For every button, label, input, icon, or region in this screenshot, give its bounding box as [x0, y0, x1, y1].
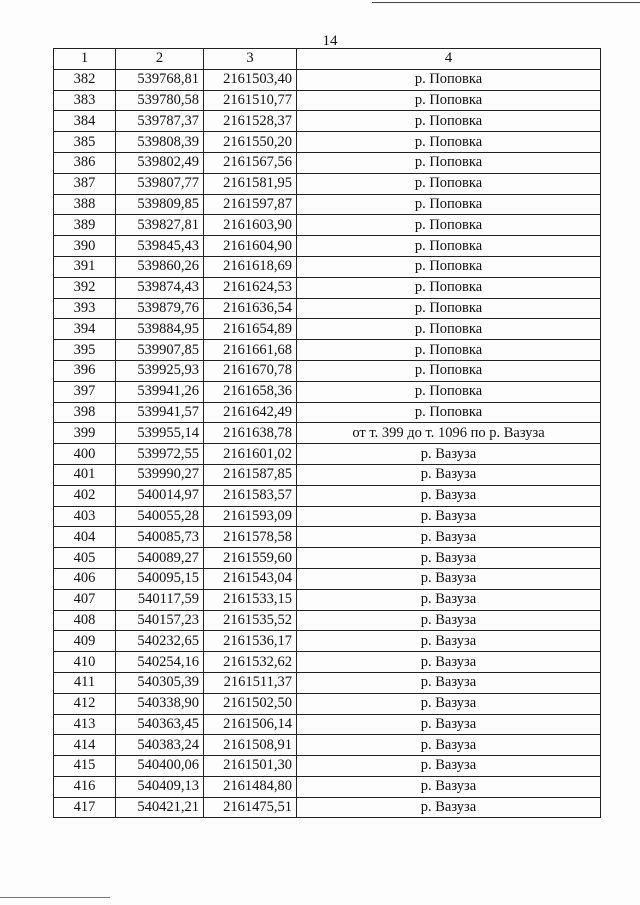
cell-x-coordinate: 539874,43 [116, 277, 204, 298]
cell-description: р. Поповка [297, 111, 601, 132]
cell-y-coordinate: 2161670,78 [204, 360, 297, 381]
cell-x-coordinate: 540421,21 [116, 797, 204, 818]
cell-description: р. Вазуза [297, 672, 601, 693]
cell-x-coordinate: 539787,37 [116, 111, 204, 132]
cell-x-coordinate: 540400,06 [116, 756, 204, 777]
cell-point-number: 400 [54, 444, 116, 465]
cell-point-number: 390 [54, 236, 116, 257]
table-row [54, 402, 601, 423]
cell-y-coordinate: 2161559,60 [204, 548, 297, 569]
cell-x-coordinate: 539845,43 [116, 236, 204, 257]
cell-x-coordinate: 539941,26 [116, 381, 204, 402]
cell-y-coordinate: 2161624,53 [204, 277, 297, 298]
table-row [54, 319, 601, 340]
cell-point-number: 403 [54, 506, 116, 527]
table-row [54, 298, 601, 319]
table-row [54, 173, 601, 194]
cell-point-number: 408 [54, 610, 116, 631]
cell-description: р. Вазуза [297, 714, 601, 735]
cell-point-number: 402 [54, 485, 116, 506]
cell-y-coordinate: 2161654,89 [204, 319, 297, 340]
cell-x-coordinate: 540095,15 [116, 568, 204, 589]
cell-description: р. Поповка [297, 132, 601, 153]
cell-description: р. Поповка [297, 298, 601, 319]
cell-point-number: 385 [54, 132, 116, 153]
table-row [54, 776, 601, 797]
table-row [54, 423, 601, 444]
cell-description: р. Вазуза [297, 693, 601, 714]
cell-point-number: 405 [54, 548, 116, 569]
cell-x-coordinate: 540089,27 [116, 548, 204, 569]
cell-x-coordinate: 539879,76 [116, 298, 204, 319]
cell-point-number: 396 [54, 360, 116, 381]
cell-y-coordinate: 2161581,95 [204, 173, 297, 194]
table-row [54, 340, 601, 361]
cell-y-coordinate: 2161532,62 [204, 652, 297, 673]
cell-y-coordinate: 2161601,02 [204, 444, 297, 465]
cell-x-coordinate: 540409,13 [116, 776, 204, 797]
cell-description: р. Поповка [297, 360, 601, 381]
table-row [54, 69, 601, 90]
coordinates-table [53, 48, 601, 818]
cell-y-coordinate: 2161503,40 [204, 69, 297, 90]
cell-y-coordinate: 2161550,20 [204, 132, 297, 153]
cell-x-coordinate: 539955,14 [116, 423, 204, 444]
table-row [54, 693, 601, 714]
table-row [54, 152, 601, 173]
table-row [54, 194, 601, 215]
cell-description: от т. 399 до т. 1096 по р. Вазуза [297, 423, 601, 444]
cell-point-number: 401 [54, 464, 116, 485]
cell-point-number: 412 [54, 693, 116, 714]
column-header-y: 3 [204, 49, 297, 70]
cell-x-coordinate: 540338,90 [116, 693, 204, 714]
cell-y-coordinate: 2161638,78 [204, 423, 297, 444]
column-header-x: 2 [116, 49, 204, 70]
cell-description: р. Поповка [297, 90, 601, 111]
cell-y-coordinate: 2161618,69 [204, 256, 297, 277]
column-header-point: 1 [54, 49, 116, 70]
table-row [54, 589, 601, 610]
table-row [54, 797, 601, 818]
cell-x-coordinate: 539802,49 [116, 152, 204, 173]
cell-point-number: 410 [54, 652, 116, 673]
cell-point-number: 391 [54, 256, 116, 277]
cell-point-number: 384 [54, 111, 116, 132]
cell-x-coordinate: 540055,28 [116, 506, 204, 527]
cell-x-coordinate: 539990,27 [116, 464, 204, 485]
cell-y-coordinate: 2161511,37 [204, 672, 297, 693]
table-header-row [54, 49, 601, 70]
table-row [54, 756, 601, 777]
cell-x-coordinate: 539972,55 [116, 444, 204, 465]
table-body [54, 69, 601, 818]
cell-point-number: 389 [54, 215, 116, 236]
cell-description: р. Вазуза [297, 506, 601, 527]
cell-x-coordinate: 540383,24 [116, 735, 204, 756]
cell-description: р. Вазуза [297, 444, 601, 465]
cell-description: р. Вазуза [297, 527, 601, 548]
cell-y-coordinate: 2161587,85 [204, 464, 297, 485]
cell-description: р. Вазуза [297, 735, 601, 756]
table-row [54, 111, 601, 132]
cell-description: р. Поповка [297, 152, 601, 173]
cell-description: р. Вазуза [297, 568, 601, 589]
table-row [54, 631, 601, 652]
cell-x-coordinate: 539808,39 [116, 132, 204, 153]
cell-point-number: 386 [54, 152, 116, 173]
cell-point-number: 397 [54, 381, 116, 402]
cell-y-coordinate: 2161535,52 [204, 610, 297, 631]
cell-description: р. Поповка [297, 340, 601, 361]
cell-y-coordinate: 2161603,90 [204, 215, 297, 236]
table-row [54, 568, 601, 589]
cell-description: р. Вазуза [297, 548, 601, 569]
cell-x-coordinate: 540254,16 [116, 652, 204, 673]
cell-y-coordinate: 2161661,68 [204, 340, 297, 361]
cell-y-coordinate: 2161593,09 [204, 506, 297, 527]
table-row [54, 527, 601, 548]
cell-description: р. Поповка [297, 402, 601, 423]
cell-y-coordinate: 2161475,51 [204, 797, 297, 818]
cell-y-coordinate: 2161578,58 [204, 527, 297, 548]
cell-description: р. Поповка [297, 277, 601, 298]
table-row [54, 548, 601, 569]
cell-x-coordinate: 539860,26 [116, 256, 204, 277]
table-row [54, 215, 601, 236]
cell-y-coordinate: 2161642,49 [204, 402, 297, 423]
cell-point-number: 414 [54, 735, 116, 756]
cell-point-number: 417 [54, 797, 116, 818]
cell-y-coordinate: 2161636,54 [204, 298, 297, 319]
cell-x-coordinate: 540157,23 [116, 610, 204, 631]
cell-point-number: 393 [54, 298, 116, 319]
cell-description: р. Вазуза [297, 610, 601, 631]
cell-y-coordinate: 2161510,77 [204, 90, 297, 111]
cell-y-coordinate: 2161604,90 [204, 236, 297, 257]
table-row [54, 672, 601, 693]
cell-x-coordinate: 539884,95 [116, 319, 204, 340]
table-row [54, 506, 601, 527]
cell-x-coordinate: 539907,85 [116, 340, 204, 361]
cell-point-number: 387 [54, 173, 116, 194]
cell-point-number: 392 [54, 277, 116, 298]
column-header-description: 4 [297, 49, 601, 70]
cell-description: р. Поповка [297, 236, 601, 257]
cell-description: р. Поповка [297, 173, 601, 194]
cell-description: р. Вазуза [297, 464, 601, 485]
cell-description: р. Поповка [297, 69, 601, 90]
cell-y-coordinate: 2161583,57 [204, 485, 297, 506]
cell-x-coordinate: 540232,65 [116, 631, 204, 652]
table-row [54, 714, 601, 735]
cell-point-number: 398 [54, 402, 116, 423]
page-number: 14 [322, 33, 338, 49]
cell-y-coordinate: 2161502,50 [204, 693, 297, 714]
cell-point-number: 394 [54, 319, 116, 340]
table-row [54, 381, 601, 402]
cell-point-number: 395 [54, 340, 116, 361]
cell-x-coordinate: 539809,85 [116, 194, 204, 215]
cell-point-number: 413 [54, 714, 116, 735]
cell-description: р. Поповка [297, 194, 601, 215]
cell-x-coordinate: 539827,81 [116, 215, 204, 236]
cell-x-coordinate: 540014,97 [116, 485, 204, 506]
cell-description: р. Поповка [297, 256, 601, 277]
cell-point-number: 409 [54, 631, 116, 652]
table-row [54, 90, 601, 111]
cell-description: р. Вазуза [297, 589, 601, 610]
table-row [54, 132, 601, 153]
cell-description: р. Вазуза [297, 652, 601, 673]
cell-x-coordinate: 540363,45 [116, 714, 204, 735]
cell-point-number: 404 [54, 527, 116, 548]
cell-description: р. Поповка [297, 381, 601, 402]
cell-y-coordinate: 2161536,17 [204, 631, 297, 652]
cell-x-coordinate: 539925,93 [116, 360, 204, 381]
cell-point-number: 407 [54, 589, 116, 610]
cell-point-number: 411 [54, 672, 116, 693]
cell-y-coordinate: 2161533,15 [204, 589, 297, 610]
cell-x-coordinate: 539780,58 [116, 90, 204, 111]
cell-y-coordinate: 2161543,04 [204, 568, 297, 589]
cell-y-coordinate: 2161508,91 [204, 735, 297, 756]
cell-point-number: 383 [54, 90, 116, 111]
cell-description: р. Поповка [297, 215, 601, 236]
cell-y-coordinate: 2161597,87 [204, 194, 297, 215]
cell-x-coordinate: 540085,73 [116, 527, 204, 548]
cell-point-number: 399 [54, 423, 116, 444]
cell-description: р. Вазуза [297, 631, 601, 652]
table-row [54, 610, 601, 631]
cell-y-coordinate: 2161658,36 [204, 381, 297, 402]
table-row [54, 652, 601, 673]
cell-description: р. Вазуза [297, 756, 601, 777]
cell-point-number: 388 [54, 194, 116, 215]
bottom-edge-rule [0, 897, 110, 898]
cell-point-number: 415 [54, 756, 116, 777]
table-row [54, 360, 601, 381]
cell-description: р. Поповка [297, 319, 601, 340]
top-edge-rule [372, 2, 640, 3]
table-row [54, 277, 601, 298]
cell-description: р. Вазуза [297, 485, 601, 506]
cell-y-coordinate: 2161528,37 [204, 111, 297, 132]
cell-description: р. Вазуза [297, 776, 601, 797]
cell-description: р. Вазуза [297, 797, 601, 818]
table-row [54, 256, 601, 277]
table-row [54, 464, 601, 485]
cell-y-coordinate: 2161484,80 [204, 776, 297, 797]
cell-y-coordinate: 2161506,14 [204, 714, 297, 735]
cell-point-number: 382 [54, 69, 116, 90]
cell-point-number: 406 [54, 568, 116, 589]
cell-y-coordinate: 2161567,56 [204, 152, 297, 173]
cell-x-coordinate: 539941,57 [116, 402, 204, 423]
table-row [54, 444, 601, 465]
cell-x-coordinate: 540305,39 [116, 672, 204, 693]
table-row [54, 485, 601, 506]
cell-point-number: 416 [54, 776, 116, 797]
cell-x-coordinate: 539807,77 [116, 173, 204, 194]
table-row [54, 735, 601, 756]
cell-x-coordinate: 540117,59 [116, 589, 204, 610]
cell-x-coordinate: 539768,81 [116, 69, 204, 90]
table-row [54, 236, 601, 257]
cell-y-coordinate: 2161501,30 [204, 756, 297, 777]
